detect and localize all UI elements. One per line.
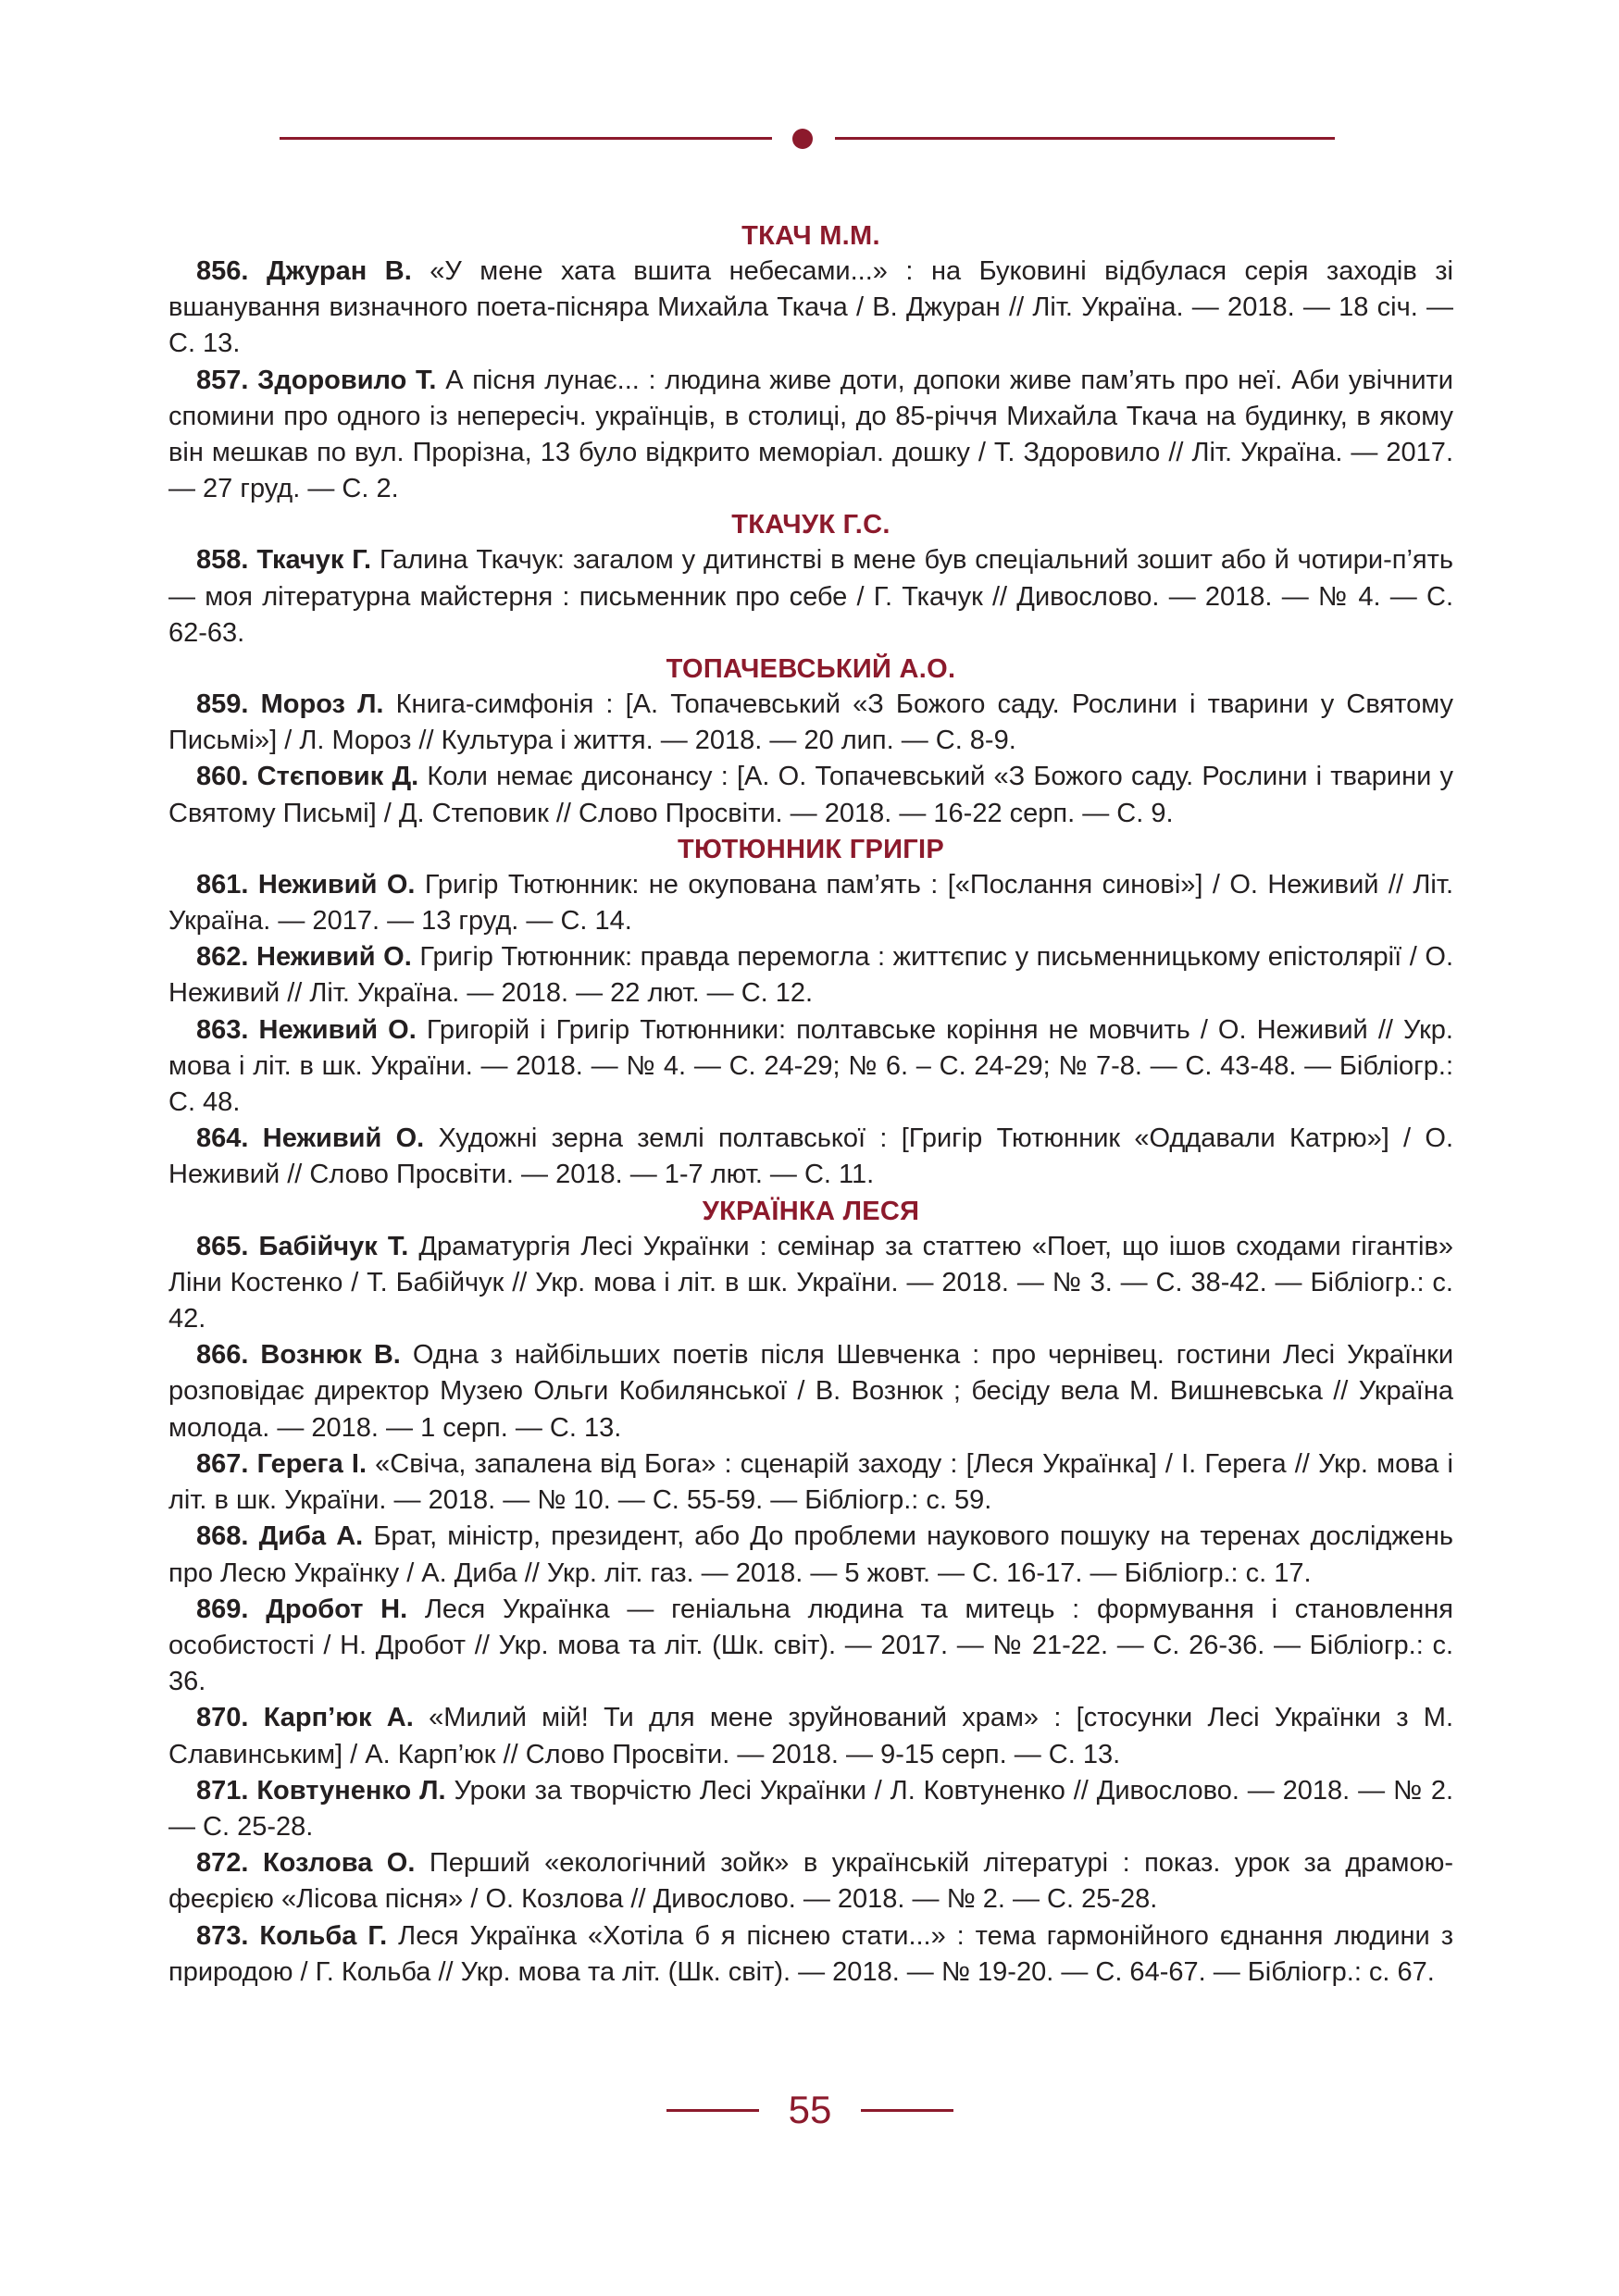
entry-number: 870. [196,1703,249,1733]
entry-text: «Свіча, запалена від Бога» : сценарій заходу : [Леся Українка] / І. Герега // Укр. мова і літ. в шк. України. — 2018. — № 10. — С. 55-59. — Бібліогр.: с. 59. [168,1448,1453,1516]
bibliography-content [168,218,1453,1991]
bibliography-entry [168,1012,1453,1122]
entry-text: Григір Тютюнник: правда перемогла : життєпис у письменницькому епістолярії / О. Неживий // Літ. Україна. — 2018. — 22 лют. — С. 12. [168,942,1453,1009]
entry-text: Драматургія Лесі Українки : семінар за статтею «Поет, що ішов сходами гігантів» Ліни Костенко / Т. Бабійчук // Укр. мова і літ. в шк. України. — 2018. — № 3. — С. 38-42. — Бібліогр.: с. 42. [168,1231,1453,1334]
bibliography-entry [168,1446,1453,1519]
entry-number: 871. [196,1775,249,1806]
bibliography-entry [168,1918,1453,1991]
page-number: 55 [788,2088,832,2131]
section-heading: ТЮТЮННИК ГРИГІР [678,834,944,864]
entry-author: Стєповик Д. [256,762,419,792]
entry-author: Козлова О. [262,1848,416,1879]
entry-text: Книга-симфонія : [А. Топачевський «З Божого саду. Рослини і тварини у Святому Письмі»] / Л. Мороз // Культура і життя. — 2018. — 20 лип. — С. 8-9. [168,689,1454,756]
entry-author: Мороз Л. [260,689,384,720]
bibliography-entry [168,1592,1453,1701]
entry-number: 867. [196,1448,249,1479]
entry-number: 863. [196,1014,249,1045]
bibliography-entry [168,1121,1453,1193]
entry-author: Неживий О. [258,1014,417,1045]
bibliography-entry [168,542,1453,652]
page-footer [666,2087,953,2133]
bibliography-entry [168,1229,1453,1338]
entry-author: Карп’юк А. [263,1703,414,1733]
entry-author: Герега І. [256,1448,367,1479]
entry-text: Леся Українка «Хотіла б я піснею стати...» : тема гармонійного єднання людини з природою / Г. Кольба // Укр. мова та літ. (Шк. світ). — 2018. — № 19-20. — С. 64-67. — Бібліогр.: с. 67. [168,1920,1453,1987]
entry-number: 862. [196,942,249,973]
entry-text: Галина Ткачук: загалом у дитинстві в мене був спеціальний зошит або й чотири-п’ять — моя літературна майстерня : письменник про себе / Г. Ткачук // Дивослово. — 2018. — № 4. — С. 62-63. [168,545,1453,648]
entry-author: Ковтуненко Л. [256,1775,446,1806]
entry-author: Ткачук Г. [256,545,372,576]
entry-number: 856. [196,256,249,286]
entry-author: Неживий О. [256,942,412,973]
entry-number: 866. [196,1340,249,1371]
entry-author: Здоровило Т. [257,365,437,395]
entry-number: 864. [196,1123,249,1154]
entry-number: 869. [196,1594,249,1624]
bibliography-entry [168,1700,1453,1772]
ornament-dot [792,129,813,149]
bibliography-entry [168,1519,1453,1591]
entry-text: Художні зерна землі полтавської : [Григір Тютюнник «Оддавали Катрю»] / О. Неживий // Слово Просвіти. — 2018. — 1-7 лют. — С. 11. [168,1123,1453,1190]
entry-text: А пісня лунає... : людина живе доти, допоки живе пам’ять про неї. Аби увічнити спомини про одного із непересіч. українців, в столиці, до 85-річчя Михайла Ткача на будинку, в якому він мешкав по вул. Прорізна, 13 було відкрито меморіал. дошку / Т. Здоровило // Літ. Україна. — 2017. — 27 груд. — С. 2. [168,365,1453,504]
entry-text: Григорій і Григір Тютюнники: полтавське коріння не мовчить / О. Неживий // Укр. мова і літ. в шк. України. — 2018. — № 4. — С. 24-29; № 6. – С. 24-29; № 7-8. — С. 43-48. — Бібліогр.: С. 48. [168,1014,1453,1118]
section-heading: ТОПАЧЕВСЬКИЙ А.О. [666,654,956,685]
bibliography-entry [168,1845,1453,1917]
entry-text: «Милий мій! Ти для мене зруйнований храм» : [стосунки Лесі Українки з М. Славинським] / А. Карп’юк // Слово Просвіти. — 2018. — 9-15 серп. — С. 13. [168,1703,1454,1769]
entry-author: Кольба Г. [259,1920,388,1951]
bibliography-entry [168,759,1453,831]
bibliography-entry [168,254,1453,363]
entry-text: «У мене хата вшита небесами...» : на Буковині відбулася серія заходів зі вшанування визначного поета-пісняра Михайла Ткача / В. Джуран // Літ. Україна. — 2018. — 18 січ. — С. 13. [168,256,1453,359]
section-heading: УКРАЇНКА ЛЕСЯ [702,1196,920,1226]
entry-number: 872. [196,1848,249,1879]
entry-number: 857. [196,365,249,395]
ornament-line-right [835,137,1335,140]
entry-author: Неживий О. [262,1123,425,1154]
entry-author: Вознюк В. [260,1340,401,1371]
entry-text: Леся Українка — геніальна людина та митець : формування і становлення особистості / Н. Дробот // Укр. мова та літ. (Шк. світ). — 2017. — № 21-22. — С. 26-36. — Бібліогр.: с. 36. [168,1594,1453,1697]
entry-text: Перший «екологічний зойк» в українській літературі : показ. урок за драмою-феєрією «Лісова пісня» / О. Козлова // Дивослово. — 2018. — № 2. — С. 25-28. [168,1848,1454,1915]
bibliography-entry [168,1773,1453,1845]
entry-text: Брат, міністр, президент, або До проблеми наукового пошуку на теренах досліджень про Лесю Українку / А. Диба // Укр. літ. газ. — 2018. — 5 жовт. — С. 16-17. — Бібліогр.: с. 17. [168,1521,1454,1588]
entry-number: 873. [196,1920,249,1951]
bibliography-entry [168,939,1453,1011]
section-heading: ТКАЧУК Г.С. [731,510,890,540]
entry-author: Дробот Н. [266,1594,408,1624]
entry-text: Одна з найбільших поетів після Шевченка : про чернівец. гостини Лесі Українки розповідає директор Музею Ольги Кобилянської / В. Вознюк ; бесіду вела М. Вишневська // Україна молода. — 2018. — 1 серп. — С. 13. [168,1340,1454,1443]
entry-text: Коли немає дисонансу : [А. О. Топачевський «З Божого саду. Рослини і тварини у Святому Письмі] / Д. Степовик // Слово Просвіти. — 2018. — 16-22 серп. — С. 9. [168,762,1453,828]
section-heading: ТКАЧ М.М. [741,221,880,251]
entry-number: 861. [196,869,249,900]
footer-line-left [666,2109,759,2112]
entry-number: 868. [196,1521,249,1552]
bibliography-entry [168,867,1453,939]
entry-author: Джуран В. [266,256,412,286]
ornament-line-left [280,137,772,140]
footer-line-right [861,2109,953,2112]
entry-author: Диба А. [258,1521,364,1552]
entry-author: Неживий О. [257,869,416,900]
entry-number: 858. [196,545,249,576]
entry-number: 860. [196,762,249,792]
top-ornament [280,126,1335,152]
bibliography-entry [168,363,1453,508]
bibliography-entry [168,687,1453,759]
entry-number: 859. [196,689,249,720]
bibliography-entry [168,1337,1453,1446]
entry-number: 865. [196,1231,249,1261]
entry-text: Григір Тютюнник: не окупована пам’ять : [«Послання синові»] / О. Неживий // Літ. Україна. — 2017. — 13 груд. — С. 14. [168,869,1454,937]
entry-text: Уроки за творчістю Лесі Українки / Л. Ковтуненко // Дивослово. — 2018. — № 2. — С. 25-28. [168,1775,1454,1842]
entry-author: Бабійчук Т. [258,1231,409,1261]
